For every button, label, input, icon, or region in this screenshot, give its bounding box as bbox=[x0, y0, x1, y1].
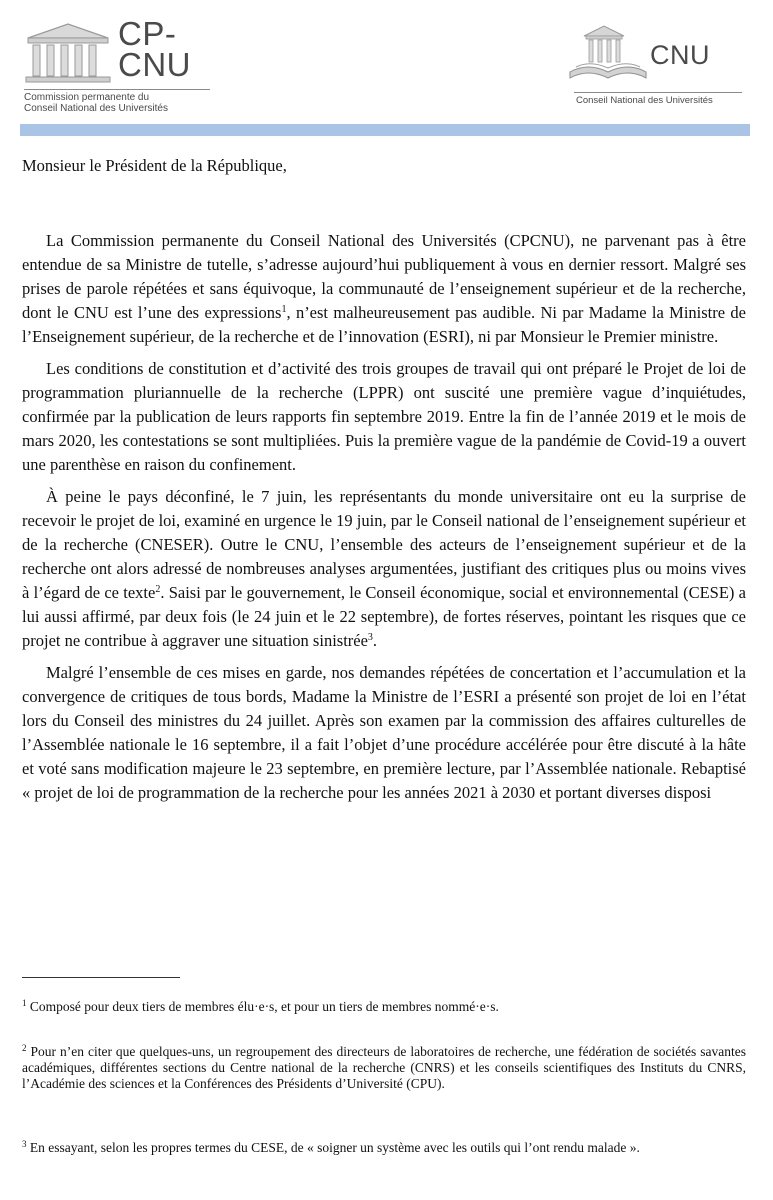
paragraph-1: La Commission permanente du Conseil National des Universités (CPCNU), ne parvenant pas à être entendue de sa Ministre de tutelle, s’adresse aujourd’hui publiquement à vous en dernier ressort. Malgré ses prises de parole répétées et sans équivoque, la communauté de l’enseignement supérieur et de la recherche, dont le CNU est l’une des expressions$^1$, n’est malheureusement pas audible. Ni par Madame la Ministre de l’Enseignement supérieur, de la recherche et de l’innovation (ESRI), ni par Monsieur le Premier ministre. bbox=[22, 231, 746, 346]
footnote-2: $^2$ Pour n’en citer que quelques-uns, un regroupement des directeurs de laboratoires de recherche, une fédération de sociétés savantes académiques, différentes sections du Centre national de la recherche (CNRS) et les conseils scientifiques des Instituts du CNRS, l’Académie des sciences et la Conférences des Présidents d’Université (CPU). bbox=[22, 1043, 747, 1091]
paragraph-2: Les conditions de constitution et d’activité des trois groupes de travail qui ont préparé le Projet de loi de programmation pluriannuelle de la recherche (LPPR) ont suscité une première vague d’inquiétudes, confirmée par la publication de leurs rapports fin septembre 2019. Entre la fin de l’année 2019 et le mois de mars 2020, les contestations se sont multipliées. Puis la première vague de la pandémie de Covid-19 a ouvert une parenthèse en raison du confinement. bbox=[22, 359, 746, 474]
cnu-title: CNU bbox=[650, 40, 710, 70]
header-bar bbox=[20, 124, 750, 136]
logo-divider bbox=[574, 92, 742, 93]
footnote-ref-3: 3 bbox=[367, 632, 373, 643]
logo-divider bbox=[24, 89, 210, 90]
temple-icon bbox=[24, 22, 112, 86]
paragraph-4: Malgré l’ensemble de ces mises en garde, nos demandes répétées de concertation et l’accumulation et la convergence de critiques de tous bords, Madame la Ministre de l’ESRI a présenté son projet de loi en l’état lors du Conseil des ministres du 24 juillet. Après son examen par la commission des affaires culturelles de l’Assemblée nationale le 16 septembre, il a fait l’objet d’une procédure accélérée pour être discuté à la hâte et voté sans modification majeure le 23 septembre, en première lecture, par l’Assemblée nationale. Rebaptisé « projet de loi de programmation de la recherche pour les années 2021 à 2030 et portant diverses disposi bbox=[22, 663, 746, 802]
footnote-divider bbox=[22, 977, 180, 978]
salutation: Monsieur le Président de la République, bbox=[22, 156, 287, 175]
cnu-subtitle: Conseil National des Universités bbox=[576, 95, 713, 106]
footnote-3: $^3$ En essayant, selon les propres termes du CESE, de « soigner un système avec les outils qui l’ont rendu malade ». bbox=[22, 1139, 640, 1155]
footnote-ref-1: 1 bbox=[281, 304, 287, 315]
letter-body bbox=[22, 229, 746, 813]
cp-cnu-subtitle: Commission permanente du Conseil National des Universités bbox=[24, 92, 168, 114]
footnote-ref-2: 2 bbox=[155, 584, 161, 595]
cp-cnu-title: CP- CNU bbox=[118, 15, 191, 83]
open-book-icon bbox=[568, 22, 648, 88]
cp-cnu-logo bbox=[24, 15, 224, 114]
paragraph-3: À peine le pays déconfiné, le 7 juin, les représentants du monde universitaire ont eu la surprise de recevoir le projet de loi, examiné en urgence le 19 juin, par le Conseil national de l’enseignement supérieur et de la recherche (CNESER). Outre le CNU, l’ensemble des acteurs de l’enseignement supérieur et de la recherche ont alors adressé de nombreuses analyses argumentées, justifiant des critiques plus ou moins vives à l’égard de ce texte$^2$. Saisi par le gouvernement, le Conseil économique, social et environnemental (CESE) a lui aussi affirmé, par deux fois (le 24 juin et le 22 septembre), de fortes réserves, pointant les risques que ce projet ne contribue à aggraver une situation sinistrée$^3$. bbox=[22, 487, 746, 650]
footnote-1: $^1$ Composé pour deux tiers de membres élu·e·s, et pour un tiers de membres nommé·e·s. bbox=[22, 998, 499, 1014]
cnu-logo bbox=[568, 22, 750, 112]
